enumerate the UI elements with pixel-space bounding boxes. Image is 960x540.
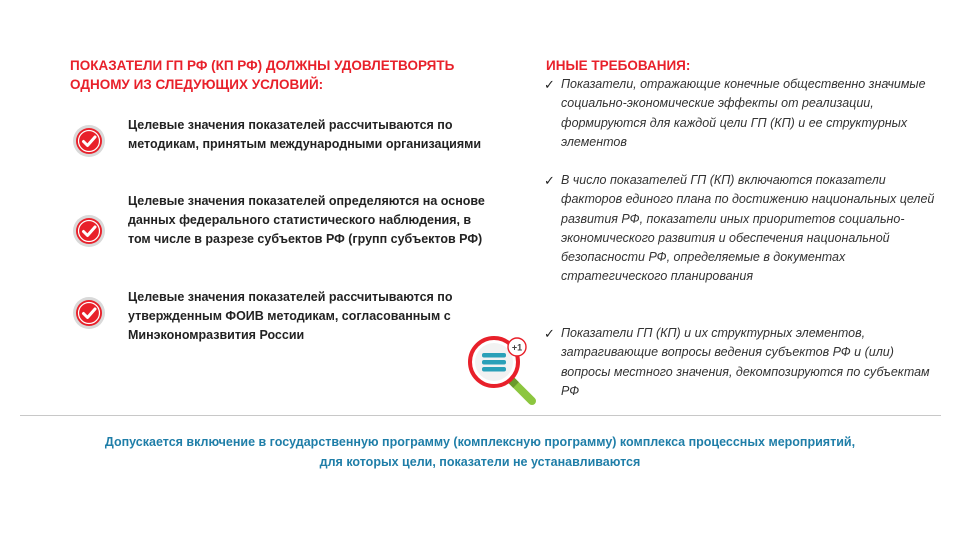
checkmark-icon: ✓	[544, 77, 555, 92]
magnifier-badge: +1	[511, 342, 523, 353]
footer-note	[30, 433, 930, 472]
condition-text: Целевые значения показателей рассчитываются по утвержденным ФОИВ методикам, согласованным с Минэкономразвития России	[128, 290, 453, 342]
other-requirements-heading: ИНЫЕ ТРЕБОВАНИЯ:	[546, 58, 691, 73]
divider	[20, 415, 941, 416]
requirement-text: Показатели, отражающие конечные общественно значимые социально-экономические эффекты от реализации, формируются для каждой цели ГП (КП) и ее структурных элементов	[561, 77, 926, 149]
footer-line: Допускается включение в государственную программу (комплексную программу) комплекса процессных мероприятий,	[104, 435, 856, 449]
condition-text: Целевые значения показателей рассчитываются по методикам, принятым международными организациями	[128, 118, 482, 151]
check-circle-icon	[72, 214, 106, 248]
checkmark-icon: ✓	[544, 326, 555, 341]
requirement-text: Показатели ГП (КП) и их структурных элементов, затрагивающие вопросы ведения субъектов РФ и (или) вопросы местного значения, декомпозируются по субъектам РФ	[561, 326, 930, 398]
requirement-text: В число показателей ГП (КП) включаются показатели факторов единого плана по достижению национальных целей развития РФ, показатели иных приоритетов социально-экономического развития и обеспечения национальной безопасности РФ, определяемые в документах стратегического планирования	[561, 173, 935, 284]
footer-line: для которых цели, показатели не устанавливаются	[319, 454, 641, 469]
check-circle-icon	[72, 296, 106, 330]
condition-text: Целевые значения показателей определяются на основе данных федерального статистического наблюдения, в том числе в разрезе субъектов РФ (групп субъектов РФ)	[128, 194, 485, 246]
conditions-heading: ПОКАЗАТЕЛИ ГП РФ (КП РФ) ДОЛЖНЫ УДОВЛЕТВОРЯТЬ ОДНОМУ ИЗ СЛЕДУЮЩИХ УСЛОВИЙ:	[70, 58, 455, 92]
magnifier-icon	[466, 334, 542, 410]
check-circle-icon	[72, 124, 106, 158]
checkmark-icon: ✓	[544, 173, 555, 188]
